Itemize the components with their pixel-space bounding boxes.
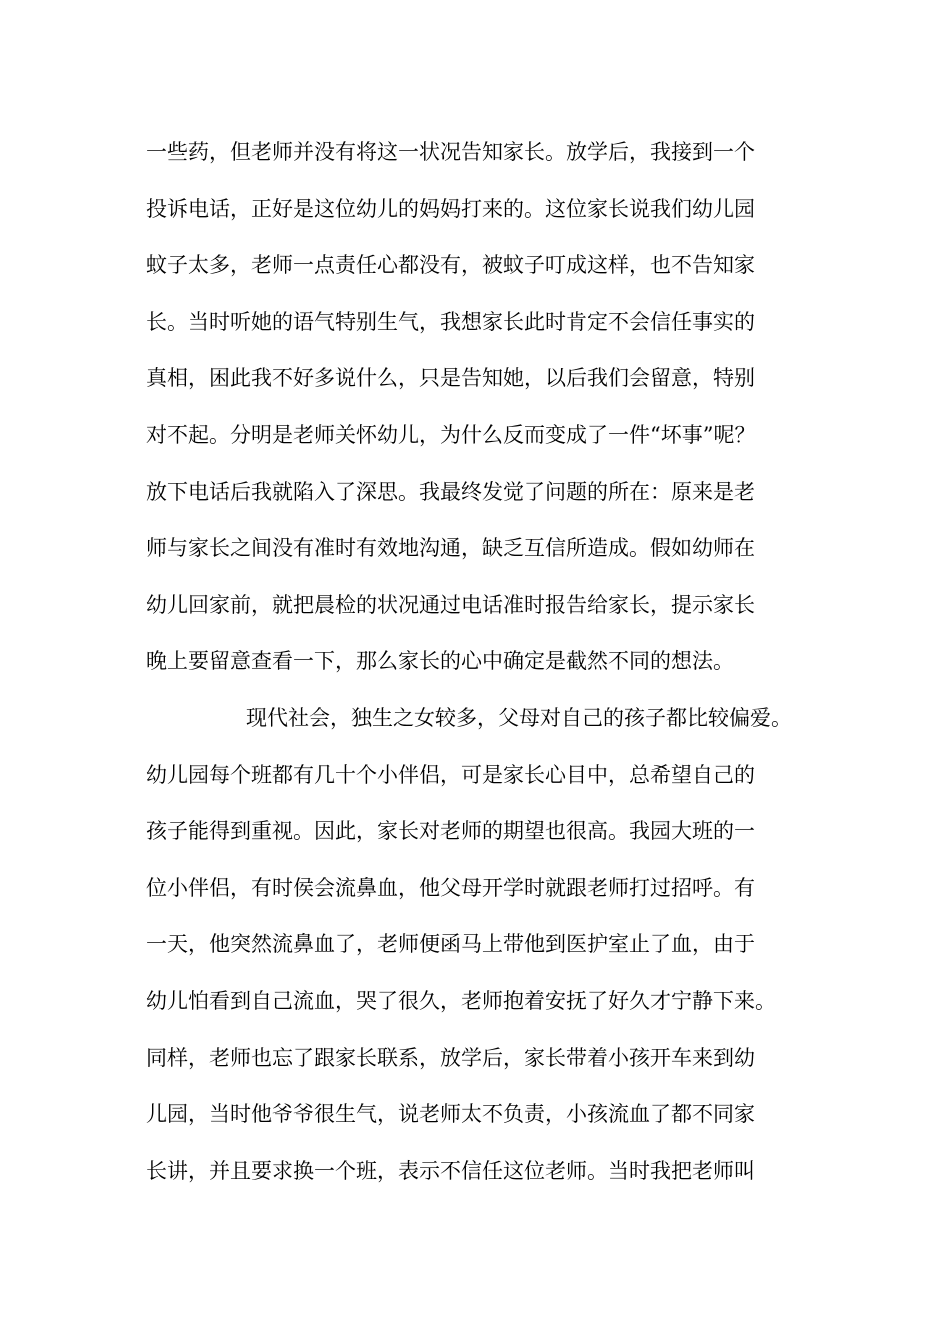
text-line: 儿园，当时他爷爷很生气，说老师太不负责，小孩流血了都不同家 xyxy=(146,1102,755,1127)
text-line: 投诉电话，正好是这位幼儿的妈妈打来的。这位家长说我们幼儿园 xyxy=(146,196,755,221)
text-line: 对不起。分明是老师关怀幼儿，为什么反而变成了一件“坏事”呢？ xyxy=(146,422,756,447)
text-line: 师与家长之间没有准时有效地沟通，缺乏互信所造成。假如幼师在 xyxy=(146,536,755,561)
text-line: 同样，老师也忘了跟家长联系，放学后，家长带着小孩开车来到幼 xyxy=(146,1045,755,1070)
text-line: 长。当时听她的语气特别生气，我想家长此时肯定不会信任事实的 xyxy=(146,309,755,334)
text-line: 幼儿怕看到自己流血，哭了很久，老师抱着安抚了好久才宁静下来。 xyxy=(146,988,776,1013)
text-line: 现代社会，独生之女较多，父母对自己的孩子都比较偏爱。 xyxy=(246,705,792,730)
text-line: 幼儿园每个班都有几十个小伴侣，可是家长心目中，总希望自己的 xyxy=(146,762,755,787)
text-line: 一天，他突然流鼻血了，老师便函马上带他到医护室止了血，由于 xyxy=(146,932,755,957)
text-line: 一些药，但老师并没有将这一状况告知家长。放学后，我接到一个 xyxy=(146,140,755,164)
text-line: 晚上要留意查看一下，那么家长的心中确定是截然不同的想法。 xyxy=(146,649,734,674)
body-text xyxy=(146,130,836,1205)
text-line: 蚊子太多，老师一点责任心都没有，被蚊子叮成这样，也不告知家 xyxy=(146,253,755,278)
text-line: 真相，困此我不好多说什么，只是告知她，以后我们会留意，特别 xyxy=(146,366,755,391)
text-line: 放下电话后我就陷入了深思。我最终发觉了问题的所在：原来是老 xyxy=(146,479,755,504)
text-line: 幼儿回家前，就把晨检的状况通过电话准时报告给家长，提示家长 xyxy=(146,592,755,617)
text-line: 孩子能得到重视。因此，家长对老师的期望也很高。我园大班的一 xyxy=(146,819,755,844)
paragraph-1 xyxy=(146,130,836,696)
paragraph-2 xyxy=(146,696,836,1205)
text-line: 长讲，并且要求换一个班，表示不信任这位老师。当时我把老师叫 xyxy=(146,1158,755,1183)
text-line: 位小伴侣，有时侯会流鼻血，他父母开学时就跟老师打过招呼。有 xyxy=(146,875,755,900)
